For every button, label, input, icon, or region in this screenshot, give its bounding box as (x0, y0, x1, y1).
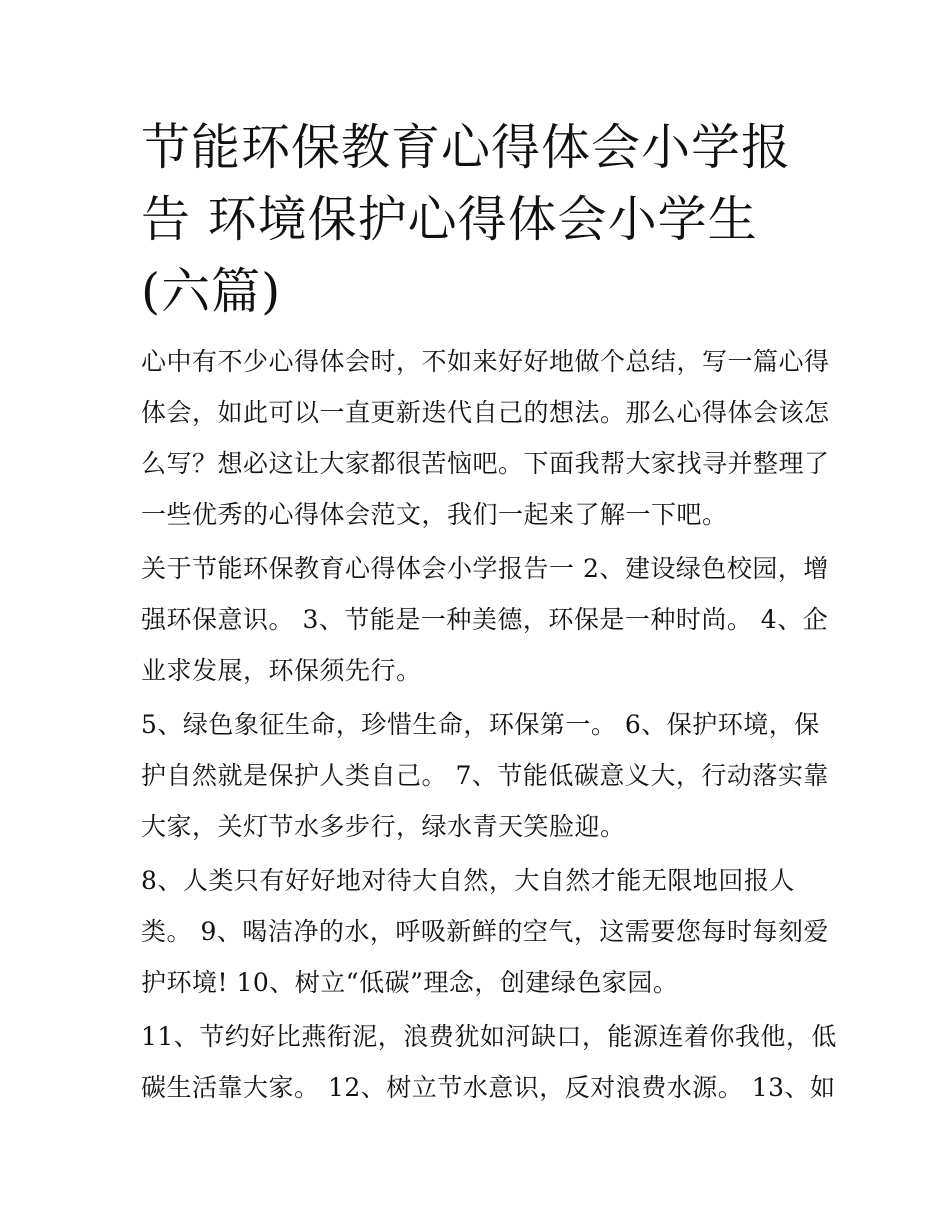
title-line: 告 环境保护心得体会小学生 (141, 191, 758, 248)
paragraph-line: 体会，如此可以一直更新迭代自己的想法。那么心得体会该怎 (141, 398, 830, 427)
paragraph-line: 护环境! 10、树立“低碳”理念，创建绿色家园。 (141, 968, 679, 997)
paragraph-line: 8、人类只有好好地对待大自然，大自然才能无限地回报人 (141, 866, 795, 895)
slogan-paragraph-2 (141, 699, 829, 852)
document-title (141, 112, 813, 328)
paragraph-line: 大家，关灯节水多步行，绿水青天笑脸迎。 (141, 812, 626, 841)
title-line: 节能环保教育心得体会小学报 (141, 119, 792, 176)
paragraph-line: 护自然就是保护人类自己。 7、节能低碳意义大，行动落实靠 (141, 761, 829, 790)
paragraph-line: 么写？想必这让大家都很苦恼吧。下面我帮大家找寻并整理了 (141, 449, 830, 478)
document-page (141, 112, 837, 1113)
paragraph-line: 类。 9、喝洁净的水，呼吸新鲜的空气，这需要您每时每刻爱 (141, 917, 829, 946)
slogan-paragraph-4 (141, 1011, 837, 1113)
paragraph-line: 碳生活靠大家。 12、树立节水意识，反对浪费水源。 13、如 (141, 1073, 836, 1102)
paragraph-line: 强环保意识。 3、节能是一种美德，环保是一种时尚。 4、企 (141, 605, 829, 634)
title-line: (六篇) (141, 263, 282, 320)
paragraph-line: 心中有不少心得体会时，不如来好好地做个总结，写一篇心得 (141, 347, 830, 376)
paragraph-line: 关于节能环保教育心得体会小学报告一 2、建设绿色校园，增 (141, 554, 829, 583)
slogan-paragraph-1 (141, 543, 829, 696)
paragraph-line: 11、节约好比燕衔泥，浪费犹如河缺口，能源连着你我他，低 (141, 1022, 837, 1051)
paragraph-line: 5、绿色象征生命，珍惜生命，环保第一。 6、保护环境，保 (141, 710, 820, 739)
paragraph-line: 业求发展，环保须先行。 (141, 656, 422, 685)
paragraph-line: 一些优秀的心得体会范文，我们一起来了解一下吧。 (141, 500, 728, 529)
slogan-paragraph-3 (141, 855, 829, 1008)
intro-paragraph (141, 336, 830, 540)
